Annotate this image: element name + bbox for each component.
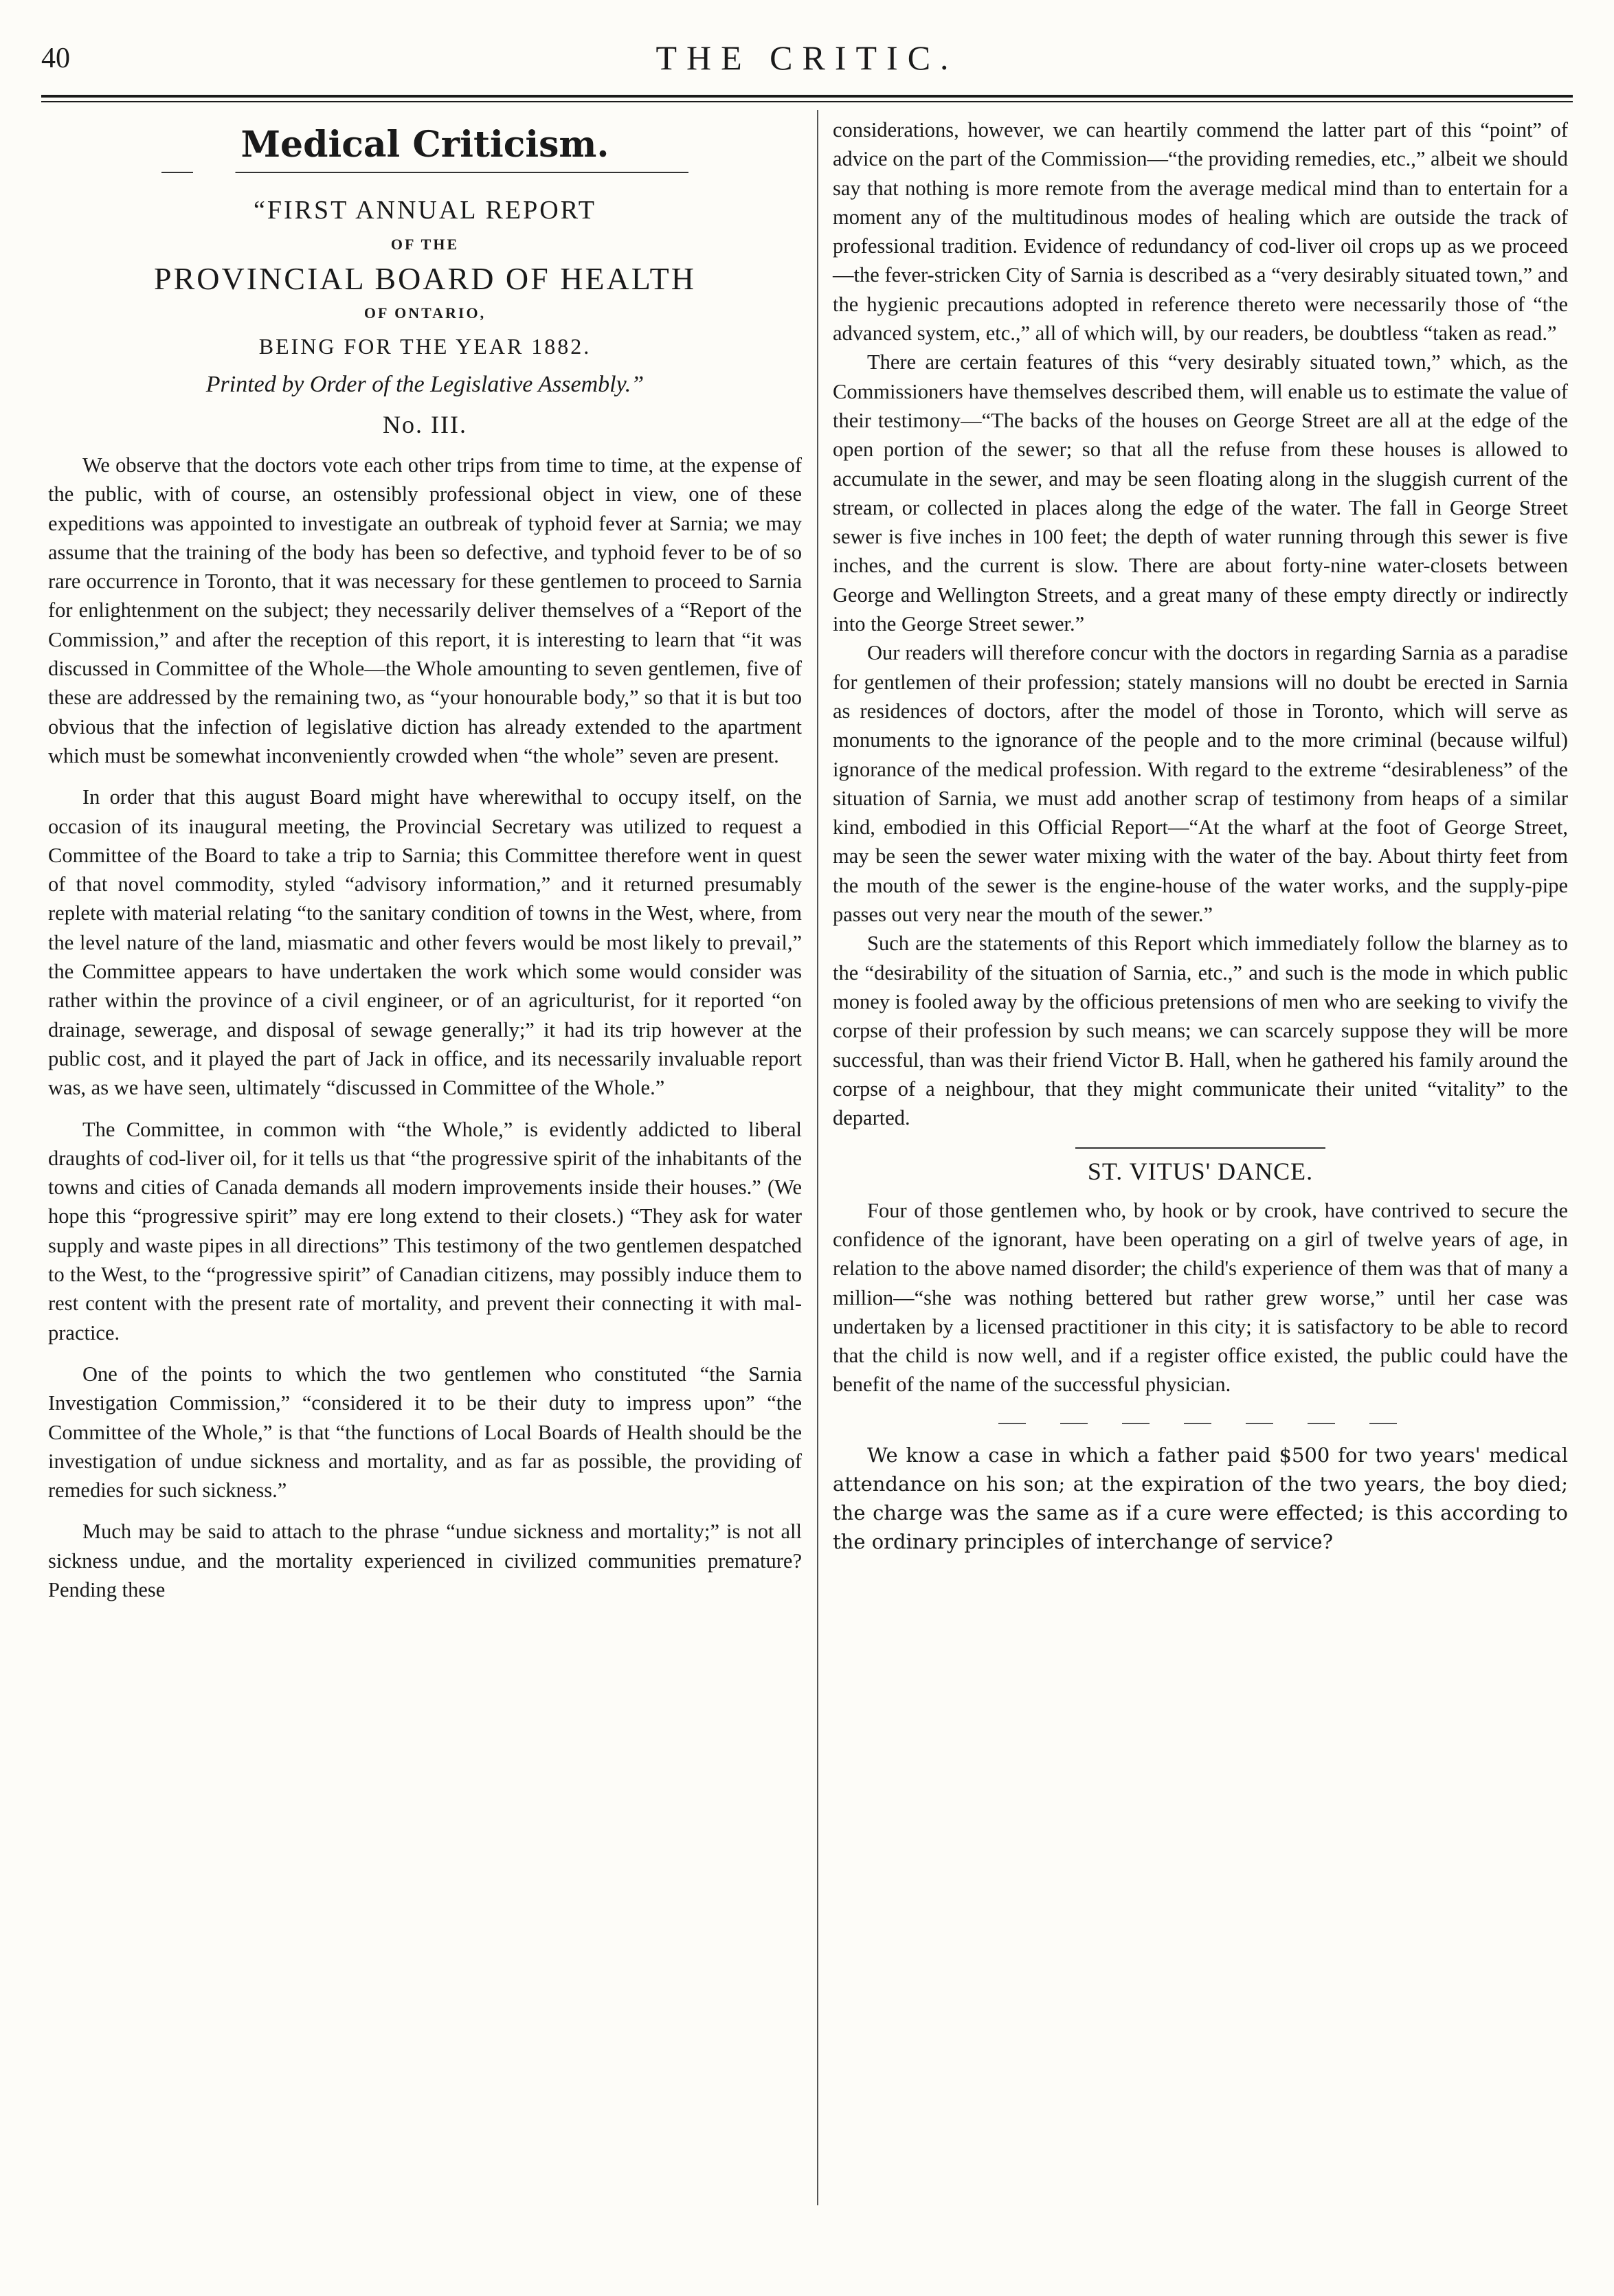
article-paragraph: Such are the statements of this Report which immediately follow the blarney as to the “desirability of the situation of Sarnia, etc.,” and such is the mode in which public money is fooled away by the officious pretensions of men who are seeking to vivify the corpse of their profession by such means; we can scarcely suppose they will be more successful, than was their friend Victor B. Hall, when he gathered his family around the corpse of a neighbour, that they might communicate their united “vitality” to the departed. [833,932,1568,1130]
article-paragraph: In order that this august Board might have wherewithal to occupy itself, on the occasion of its inaugural meeting, the Provincial Secretary was utilized to request a Committee of the Board to take a trip to Sarnia; this Committee therefore went in quest of that novel commodity, styled “advisory information,” and it returned presumably replete with material relating “to the sanitary condition of towns in the West, where, from the level nature of the land, miasmatic and other fevers would be most likely to prevail,” the Committee appears to have undertaken the work which some would consider was rather within the province of a civil engineer, or of an agriculturist, for it reported “on drainage, sewerage, and disposal of sewage generally;” it had its trip however at the public cost, and it played the part of Jack in office, and its necessarily invaluable report was, as we have seen, ultimately “discussed in Committee of the Whole.” [48,785,802,1100]
closing-paragraph: We know a case in which a father paid $500 for two years' medical attendance on his son; at the expiration of the two years, the boy died; the charge was the same as if a cure were effected; is this according to the ordinary principles of interchange of service? [833,1443,1568,1553]
section-separator [1075,1147,1325,1149]
header-rule-thin [41,101,1573,102]
report-printed-note: Printed by Order of the Legislative Assembly.” [205,372,645,397]
left-column [48,115,802,1604]
report-of-ontario: OF ONTARIO, [363,304,486,322]
report-number: No. III. [383,411,467,438]
report-title-line1: “FIRST ANNUAL REPORT [254,196,596,225]
page-header [41,38,1573,93]
section-title: Medical Criticism. [240,124,609,166]
article-paragraph: We observe that the doctors vote each other trips from time to time, at the expense of the public, with of course, an ostensibly professional object in view, one of these expeditions was appointed to investigate an outbreak of typhoid fever at Sarnia; we may assume that the training of the body has been so defective, and typhoid fever to be of so rare occurrence in Toronto, that it was necessary for these gentlemen to proceed to Sarnia for enlightenment on the subject; they necessarily deliver themselves of a “Report of the Commission,” and after the reception of this report, it is interesting to learn that “it was discussed in Committee of the Whole—the Whole amounting to seven gentlemen, five of these are addressed by the remaining two, as “your honourable body,” so that it is but too obvious that the infection of legislative diction has already extended to the apartment which must be somewhat inconveniently crowded when “the whole” seven are present. [48,453,802,767]
report-of-the: OF THE [390,236,460,253]
article-paragraph: considerations, however, we can heartily commend the latter part of this “point” of advice on the part of the Commission—“the providing remedies, etc.,” albeit we should say that nothing is more remote from the average medical mind than to entertain for a moment any of the multitudinous modes of healing which are outside the track of professional tradition. Evidence of redundancy of cod-liver oil crops up as we proceed—the fever-stricken City of Sarnia is described as a “very desirably situated town,” and the hygienic precautions adopted in reference thereto were necessarily those of “the advanced system, etc.,” all of which will, by our readers, be doubtless “taken as read.” [833,118,1568,346]
article-paragraph: There are certain features of this “very desirably situated town,” which, as the Commissioners have themselves described them, will enable us to estimate the value of their testimony—“The backs of the houses on George Street are all at the edge of the open portion of the sewer; so that all the refuse from these houses is allowed to accumulate in the sewer, and may be seen floating along in the sluggish current of the stream, or collected in places along the edge of the water. The fall in George Street sewer is five inches in 100 feet; the depth of water running through this sewer is five inches, and the current is slow. There are about forty-nine water-closets between George and Wellington Streets, and a great many of these empty directly or indirectly into the George Street sewer.” [833,350,1568,636]
article-paragraph: The Committee, in common with “the Whole,” is evidently addicted to liberal draughts of cod-liver oil, for it tells us that “the progressive spirit of the inhabitants of the towns and cities of Canada demands all modern improvements inside their houses.” (We hope this “progressive spirit” may ere long extend to their closets.) “They ask for water supply and waste pipes in all directions” This testimony of the two gentlemen despatched to the West, to the “progressive spirit” of Canadian citizens, may possibly induce them to rest content with the present rate of mortality, and prevent their connecting it with mal-practice. [48,1117,802,1344]
st-vitus-heading: ST. VITUS' DANCE. [1087,1158,1314,1186]
page-number: 40 [41,43,70,74]
column-divider [817,110,818,2205]
header-rule [41,95,1573,98]
right-column [833,115,1568,1556]
section-rule [161,172,689,173]
article-paragraph: Our readers will therefore concur with the doctors in regarding Sarnia as a paradise for gentlemen of their profession; stately mansions will no doubt be erected in Sarnia as residences of doctors, after the model of those in Toronto, which will serve as monuments to the ignorance of the people and to the more criminal (because wilful) ignorance of the medical profession. With regard to the extreme “desirableness” of the situation of Sarnia, we must add another scrap of testimony from heaps of a similar kind, embodied in this Official Report—“At the wharf at the foot of George Street, may be seen the sewer water mixing with the water of the bay. About thirty feet from the mouth of the sewer is the engine-house of the water works, and the supply-pipe passes out very near the mouth of the sewer.” [833,641,1568,927]
dashed-separator [998,1423,1403,1424]
report-year: BEING FOR THE YEAR 1882. [258,334,592,359]
running-title: THE CRITIC. [655,38,959,77]
st-vitus-paragraph: Four of those gentlemen who, by hook or by crook, have contrived to secure the confidence of the ignorant, have been operating on a girl of twelve years of age, in relation to the above named disorder; the child's experience of them was that of many a million—“she was nothing bettered but rather grew worse,” until her case was undertaken by a licensed practitioner in this city; it is satisfactory to be able to record that the child is now well, and if a register office existed, the public could have the benefit of the name of the successful physician. [833,1198,1568,1397]
article-paragraph: One of the points to which the two gentlemen who constituted “the Sarnia Investigation Commission,” “considered it to be their duty to impress upon” “the Committee of the Whole,” is that “the functions of Local Boards of Health should be the investigation of undue sickness and mortality, and as far as possible, the providing of remedies for such sickness.” [48,1362,802,1502]
report-title-line2: PROVINCIAL BOARD OF HEALTH [154,261,696,296]
article-paragraph: Much may be said to attach to the phrase “undue sickness and mortality;” is not all sickness undue, and the mortality experienced in civilized communities premature? Pending these [48,1520,802,1601]
